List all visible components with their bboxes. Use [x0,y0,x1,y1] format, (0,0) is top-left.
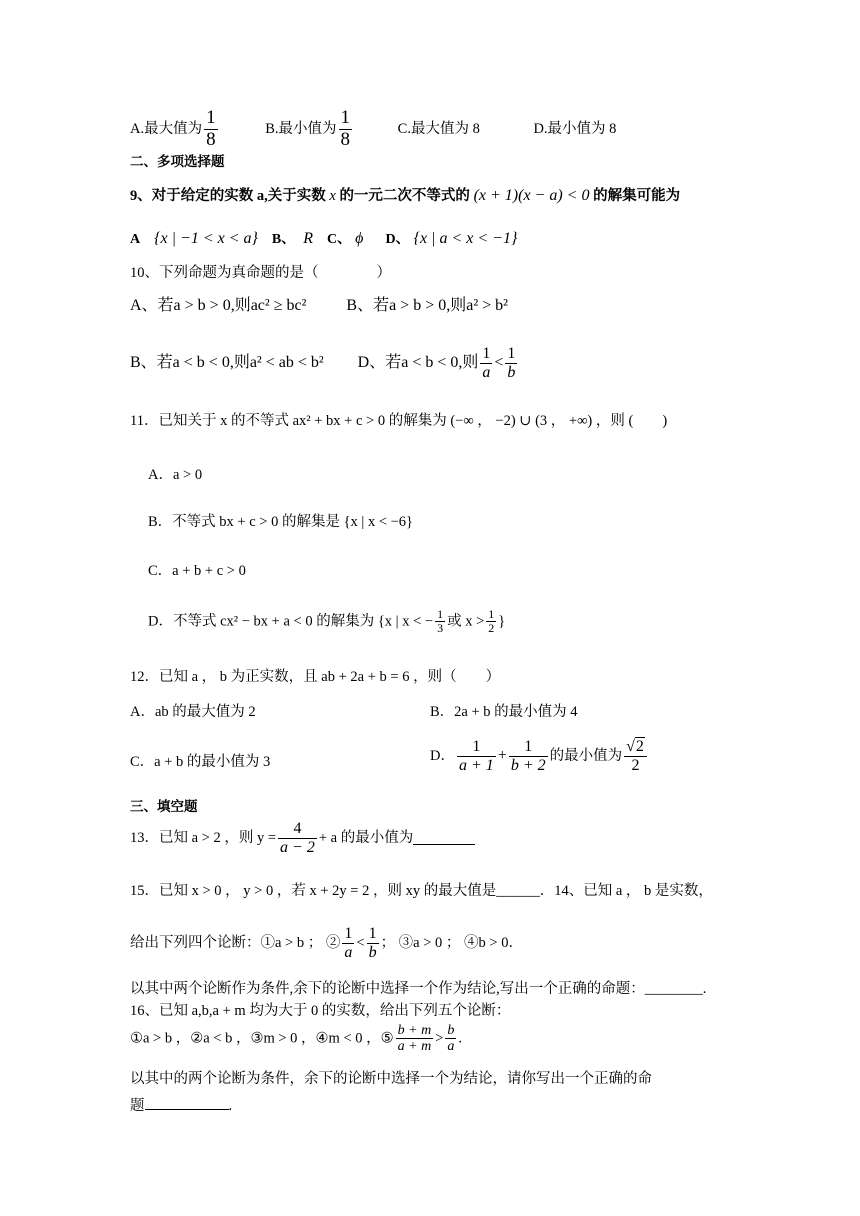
q11-option-b: B．不等式 bx + c > 0 的解集是 {x | x < −6} [148,514,414,530]
q10-stem: 10、下列命题为真命题的是（ ） [130,265,391,281]
q12-stem: 12．已知 a ， b 为正实数，且 ab + 2a + b = 6 ，则（ ） [130,669,501,685]
q9-stem: 9、对于给定的实数 a,关于实数 x 的一元二次不等式的 (x + 1)(x − a) < 0 的解集可能为 [130,187,681,204]
q10-options-row2: B、若a < b < 0,则a² < ab < b² D、若a < b < 0,则 $\frac{1}{a}$ < $\frac{1}{b}$ [130,345,516,381]
q16-instruction: 以其中的两个论断为条件，余下的论断中选择一个为结论，请你写出一个正确的命 [130,1071,652,1087]
q11-stem: 11．已知关于 x 的不等式 ax² + bx + c > 0 的解集为 (−∞ ， −2) ∪ (3 ， +∞) ，则 ( ) [130,413,668,429]
q15-text: 15．已知 x > 0 ， y > 0 ，若 x + 2y = 2 ，则 xy 的最大值是______．14、已知 a ， b 是实数， [130,883,713,899]
q14-instruction: 以其中两个论断作为条件,余下的论断中选择一个作为结论,写出一个正确的命题：________. [130,981,707,997]
q14-statements: 给出下列四个论断：①a > b ； ② $\frac{1}{a}$ < $\frac{1}{b}$ ； ③a > 0 ； ④b > 0． [130,925,523,961]
section-fill-blank-heading: 三、填空题 [130,799,198,815]
q11-option-c: C．a + b + c > 0 [148,563,246,579]
q16-statements: ①a > b ，②a < b ，③m > 0 ，④m < 0 ，⑤ $\frac{b + m}{a + m}$ > $\frac{b}{a}$ . [130,1023,463,1055]
q12-option-d: D． $\frac{1}{a + 1}$ + $\frac{1}{b + 2}$ 的最小值为 $\frac{√2}{2}$ [430,738,649,774]
q12-option-c: C．a + b 的最小值为 3 [130,754,271,770]
q11-option-a: A．a > 0 [148,467,203,483]
q8-option-a: A.最大值为 $\frac{1}{8}$ [130,107,216,150]
q13: 13．已知 a > 2 ，则 y = $\frac{4}{a - 2}$ + a 的最小值为 [130,820,475,856]
q16-answer-blank[interactable] [145,1096,229,1110]
q9-options: A {x | −1 < x < a} B、 R C、 ϕ D、 {x | a < x < −1} [130,230,518,247]
q8-option-b: B.最小值为 $\frac{1}{8}$ [265,107,351,150]
q8-option-d: D.最小值为 8 [533,120,617,137]
q8-option-c: C.最大值为 8 [397,120,480,137]
q8-options [130,108,616,151]
q12-option-b: B．2a + b 的最小值为 4 [430,704,578,720]
section-multiple-choice-heading: 二、多项选择题 [130,154,225,170]
q12-option-a: A．ab 的最大值为 2 [130,704,256,720]
q11-option-d: D．不等式 cx² − bx + a < 0 的解集为 {x | x < − $\frac{1}{3}$ 或 x > $\frac{1}{2}$ } [148,607,506,636]
q13-answer-blank[interactable] [413,831,475,845]
q16-stem: 16、已知 a,b,a + m 均为大于 0 的实数，给出下列五个论断： [130,1003,511,1019]
q10-options-row1: A、若a > b > 0,则ac² ≥ bc² B、若a > b > 0,则a² > b² [130,297,508,314]
q16-instruction-cont: 题 . [130,1098,233,1114]
